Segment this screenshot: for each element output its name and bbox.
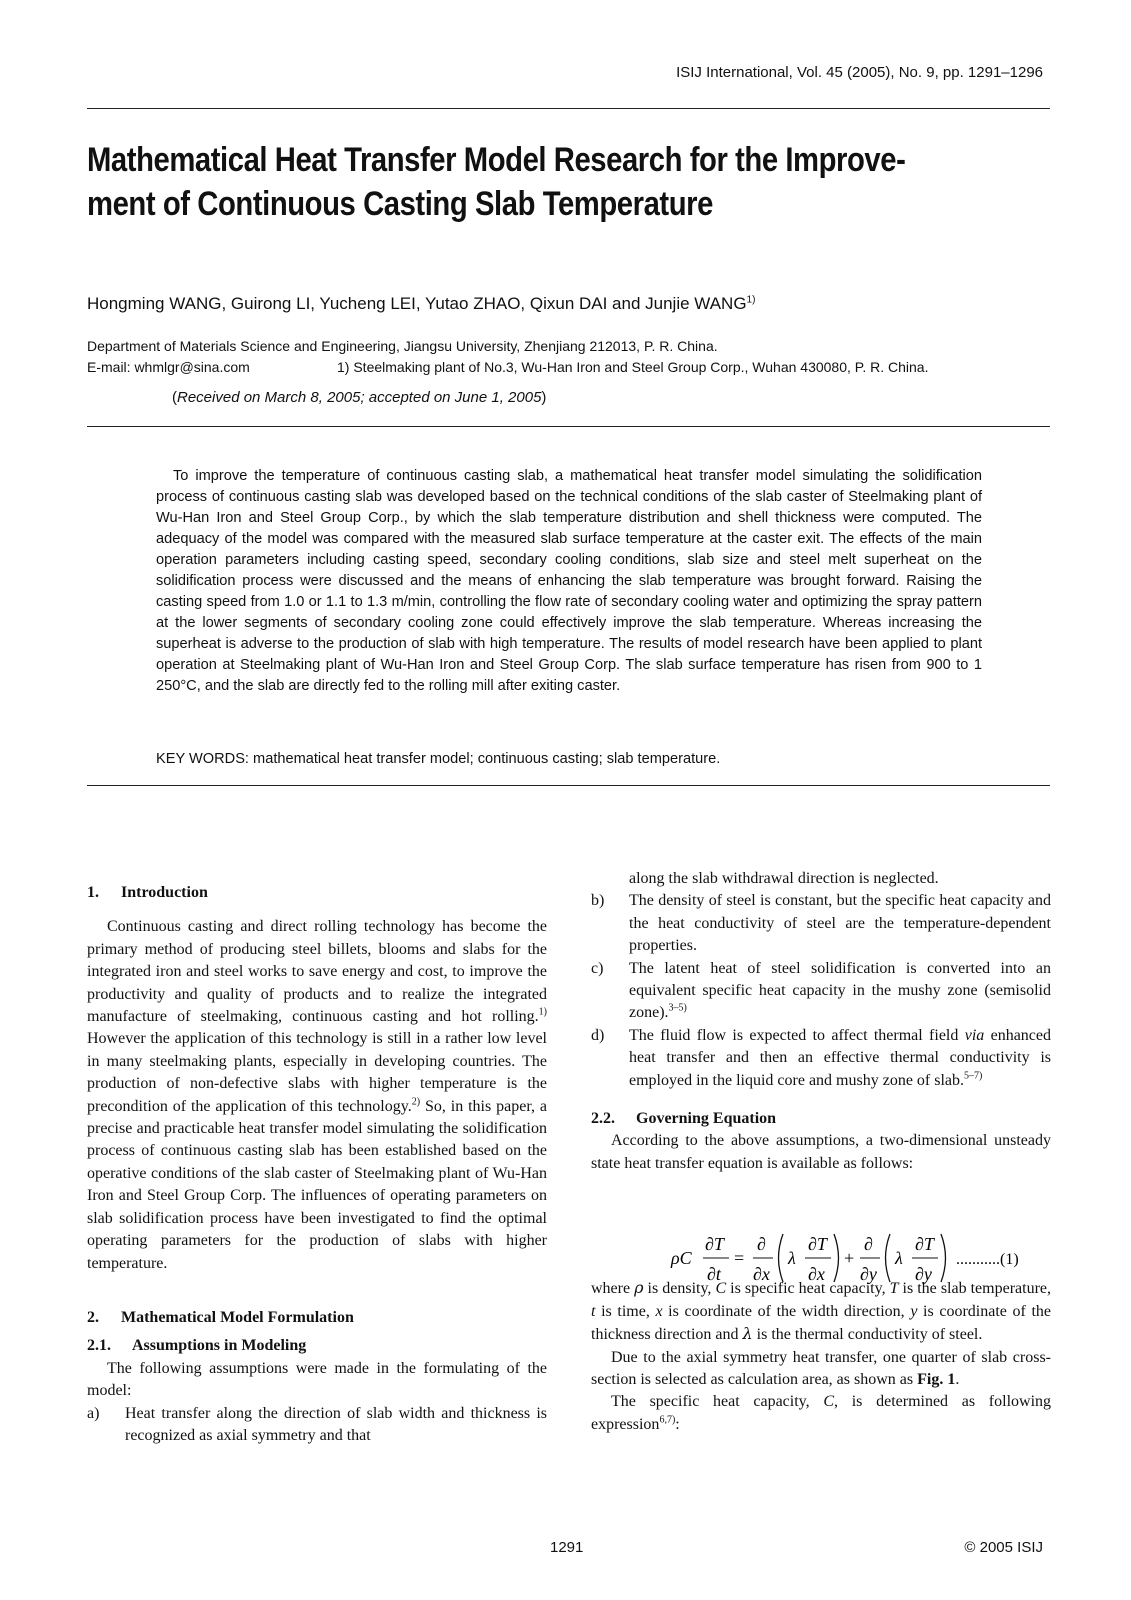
- eq-lambda: λ: [895, 1248, 903, 1268]
- eq-paren-right: [941, 1234, 946, 1282]
- paper-title: [87, 138, 904, 226]
- assumption-c: c) The latent heat of steel solidification is converted into an equivalent specific heat capacity in the mushy zone (semisolid zone).$^{3-5)}$: [591, 959, 1051, 1022]
- assumption-d: d) The fluid flow is expected to affect thermal field via enhanced heat transfer and then an effective thermal conductivity is employed in the liquid core and mushy zone of slab.$^{5-7)}$: [591, 1026, 1052, 1089]
- received-text: Received on March 8, 2005; accepted on June 1, 2005: [177, 389, 542, 406]
- title-line-2: ment of Continuous Casting Slab Temperature: [87, 185, 713, 223]
- eq-dy: ∂y: [860, 1264, 877, 1284]
- eq-dt: ∂t: [707, 1264, 721, 1284]
- contact-email: E-mail: whmlgr@sina.com: [87, 359, 250, 375]
- author-names: Hongming WANG, Guirong LI, Yucheng LEI, Yutao ZHAO, Qixun DAI and Junjie WANG: [87, 294, 747, 313]
- received-dates: [172, 389, 546, 406]
- specific-heat-paragraph: The specific heat capacity, C, is determined as following expression$^{6,7)}$:: [591, 1393, 1052, 1433]
- citation-ref: 6,7): [659, 1414, 676, 1426]
- copyright: © 2005 ISIJ: [964, 1539, 1043, 1556]
- eq-paren-right: [834, 1234, 839, 1282]
- eq-d: ∂: [864, 1234, 873, 1254]
- abstract: To improve the temperature of continuous casting slab, a mathematical heat transfer model simulating the solidification process of continuous casting slab was developed based on the technical conditions of the slab caster of Steelmaking plant of Wu-Han Iron and Steel Group Corp., by which the slab temperature distribution and shell thickness were computed. The adequacy of the model was compared with the measured slab surface temperature at the caster exit. The effects of the main operation parameters including casting speed, secondary cooling conditions, slab size and steel melt superheat on the solidification process were discussed and the means of enhancing the slab temperature was brought forward. Raising the casting speed from 1.0 or 1.1 to 1.3 m/min, controlling the flow rate of secondary cooling water and optimizing the spray pattern at the lower segments of secondary cooling zone could effectively improve the slab temperature. Whereas increasing the superheat is adverse to the production of slab with high temperature. The results of model research have been applied to plant operation at Steelmaking plant of Wu-Han Iron and Steel Group Corp. The slab surface temperature has risen from 900 to 1 250°C, and the slab are directly fed to the rolling mill after exiting caster.: [156, 468, 982, 694]
- abstract-bottom-rule: [87, 785, 1050, 786]
- eq-dx: ∂x: [808, 1264, 825, 1284]
- affiliation-primary: Department of Materials Science and Engineering, Jiangsu University, Zhenjiang 212013, P. R. China.: [87, 338, 718, 354]
- journal-citation: ISIJ International, Vol. 45 (2005), No. 9, pp. 1291–1296: [676, 64, 1043, 81]
- variable-definitions: where ρ is density, C is specific heat capacity, T is the slab temperature, t is time, x is coordinate of the width direction, y is coordinate of the thickness direction and λ is the thermal conductivity of steel.: [591, 1278, 1052, 1344]
- keywords: KEY WORDS: mathematical heat transfer model; continuous casting; slab temperature.: [156, 751, 721, 767]
- citation-ref: 1): [538, 1006, 547, 1018]
- heat-equation: [671, 1220, 1051, 1298]
- eq-dT: ∂T: [808, 1234, 827, 1254]
- eq-dT: ∂T: [705, 1234, 724, 1254]
- eq-d: ∂: [757, 1234, 766, 1254]
- left-column: [87, 882, 547, 1447]
- citation-ref: 2): [411, 1096, 421, 1108]
- assumption-a-continued: along the slab withdrawal direction is neglected.: [629, 870, 939, 887]
- citation-ref: 3–5): [668, 1003, 687, 1015]
- assumption-b: b) The density of steel is constant, but the specific heat capacity and the heat conductivity of steel are the temperature-dependent properties.: [591, 892, 1051, 955]
- eq-lambda: λ: [788, 1248, 796, 1268]
- eq-dT: ∂T: [915, 1234, 934, 1254]
- assumption-a: a) Heat transfer along the direction of slab width and thickness is recognized as axial symmetry and that: [87, 1404, 547, 1444]
- equation-number: ...........(1): [956, 1251, 1019, 1268]
- intro-paragraph: Continuous casting and direct rolling technology has become the primary method of producing steel billets, blooms and slabs for the integrated iron and steel works to save energy and cost, to improve the productivity and quality of products and to realize the integrated manufacture of steelmaking, continuous casting and hot rolling.$^{1)}$ However the application of this technology is still in a rather low level in many steelmaking plants, especially in developing countries. The production of non-defective slabs with higher temperature is the precondition of the application of this technology.$^{2)}$ So, in this paper, a precise and practicable heat transfer model simulating the solidification process of continuous casting slab has been established based on the operative conditions of the slab caster of Steelmaking plant of Wu-Han Iron and Steel Group Corp. The influences of operating parameters on slab solidification process have been investigated to find the optimal operating parameters for the production of slabs with higher temperature.: [87, 918, 548, 1272]
- affiliation-secondary: 1) Steelmaking plant of No.3, Wu-Han Iron and Steel Group Corp., Wuhan 430080, P. R. China.: [337, 359, 929, 375]
- received-close-paren: ): [541, 389, 547, 406]
- eq-dy: ∂y: [915, 1264, 932, 1284]
- received-open-paren: (: [172, 389, 177, 406]
- eq-plus: +: [844, 1248, 855, 1268]
- eq-rho: ρC: [671, 1248, 692, 1268]
- figure-reference[interactable]: Fig. 1: [917, 1370, 956, 1388]
- eq-paren-left: [886, 1234, 891, 1282]
- subsection-heading-governing: 2.2. Governing Equation: [591, 1110, 777, 1128]
- section-heading-introduction: 1. Introduction: [87, 884, 208, 901]
- eq-dx: ∂x: [753, 1264, 770, 1284]
- abstract-top-rule: [87, 426, 1050, 427]
- section-heading-model: 2. Mathematical Model Formulation: [87, 1308, 354, 1326]
- citation-ref: 5–7): [964, 1070, 983, 1082]
- title-line-1: Mathematical Heat Transfer Model Research for the Improve-: [87, 141, 906, 179]
- subsection-heading-assumptions: 2.1. Assumptions in Modeling: [87, 1337, 307, 1355]
- symmetry-paragraph: Due to the axial symmetry heat transfer, one quarter of slab cross-section is selected as calculation area, as shown as Fig. 1.: [591, 1348, 1051, 1388]
- author-footnote-mark: 1): [746, 294, 756, 306]
- eq-equals: =: [734, 1248, 745, 1268]
- page-number: 1291: [550, 1539, 584, 1556]
- author-list: [87, 294, 755, 314]
- eq-paren-left: [779, 1234, 784, 1282]
- governing-intro: According to the above assumptions, a two-dimensional unsteady state heat transfer equation is available as follows:: [591, 1132, 1051, 1172]
- header-rule: [87, 108, 1050, 109]
- right-column: [591, 868, 1051, 1436]
- assumptions-intro: The following assumptions were made in the formulating of the model:: [87, 1359, 547, 1400]
